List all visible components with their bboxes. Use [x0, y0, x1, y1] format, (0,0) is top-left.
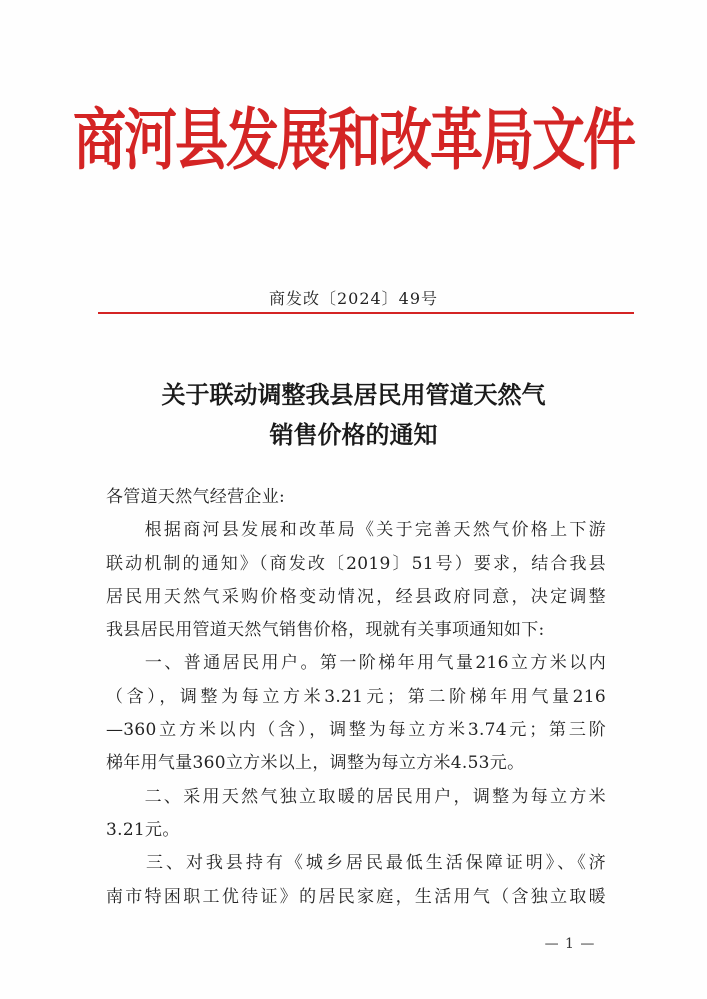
body-line: —360立方米以内（含），调整为每立方米3.74元；第三阶 — [106, 720, 606, 741]
body-line: 一、普通居民用户。第一阶梯年用气量216立方米以内 — [106, 653, 606, 674]
body-line: 居民用天然气采购价格变动情况，经县政府同意，决定调整 — [106, 586, 606, 607]
page-number: — 1 — — [544, 936, 596, 952]
body-line: 根据商河县发展和改革局《关于完善天然气价格上下游 — [106, 520, 606, 541]
body-line: 南市特困职工优待证》的居民家庭，生活用气（含独立取暖 — [106, 886, 606, 907]
body-line: 3.21元。 — [106, 819, 180, 840]
body-line: （含），调整为每立方米3.21元；第二阶梯年用气量216 — [106, 686, 606, 707]
body-line: 我县居民用管道天然气销售价格，现就有关事项通知如下: — [106, 620, 545, 641]
notice-title-line-1: 关于联动调整我县居民用管道天然气 — [161, 380, 546, 409]
document-number: 商发改〔2024〕49号 — [268, 289, 439, 308]
body-line: 梯年用气量360立方米以上，调整为每立方米4.53元。 — [106, 753, 525, 774]
notice-body — [106, 481, 606, 914]
notice-title — [0, 375, 707, 455]
body-line: 三、对我县持有《城乡居民最低生活保障证明》、《济 — [106, 853, 606, 874]
issuer-header-title: 商河县发展和改革局文件 — [73, 101, 634, 180]
salutation: 各管道天然气经营企业: — [106, 487, 286, 507]
body-line: 联动机制的通知》（商发改〔2019〕51号）要求，结合我县 — [106, 553, 606, 574]
body-line: 二、采用天然气独立取暖的居民用户，调整为每立方米 — [106, 786, 606, 807]
notice-title-line-2: 销售价格的通知 — [269, 420, 438, 449]
red-divider-line — [98, 312, 634, 314]
